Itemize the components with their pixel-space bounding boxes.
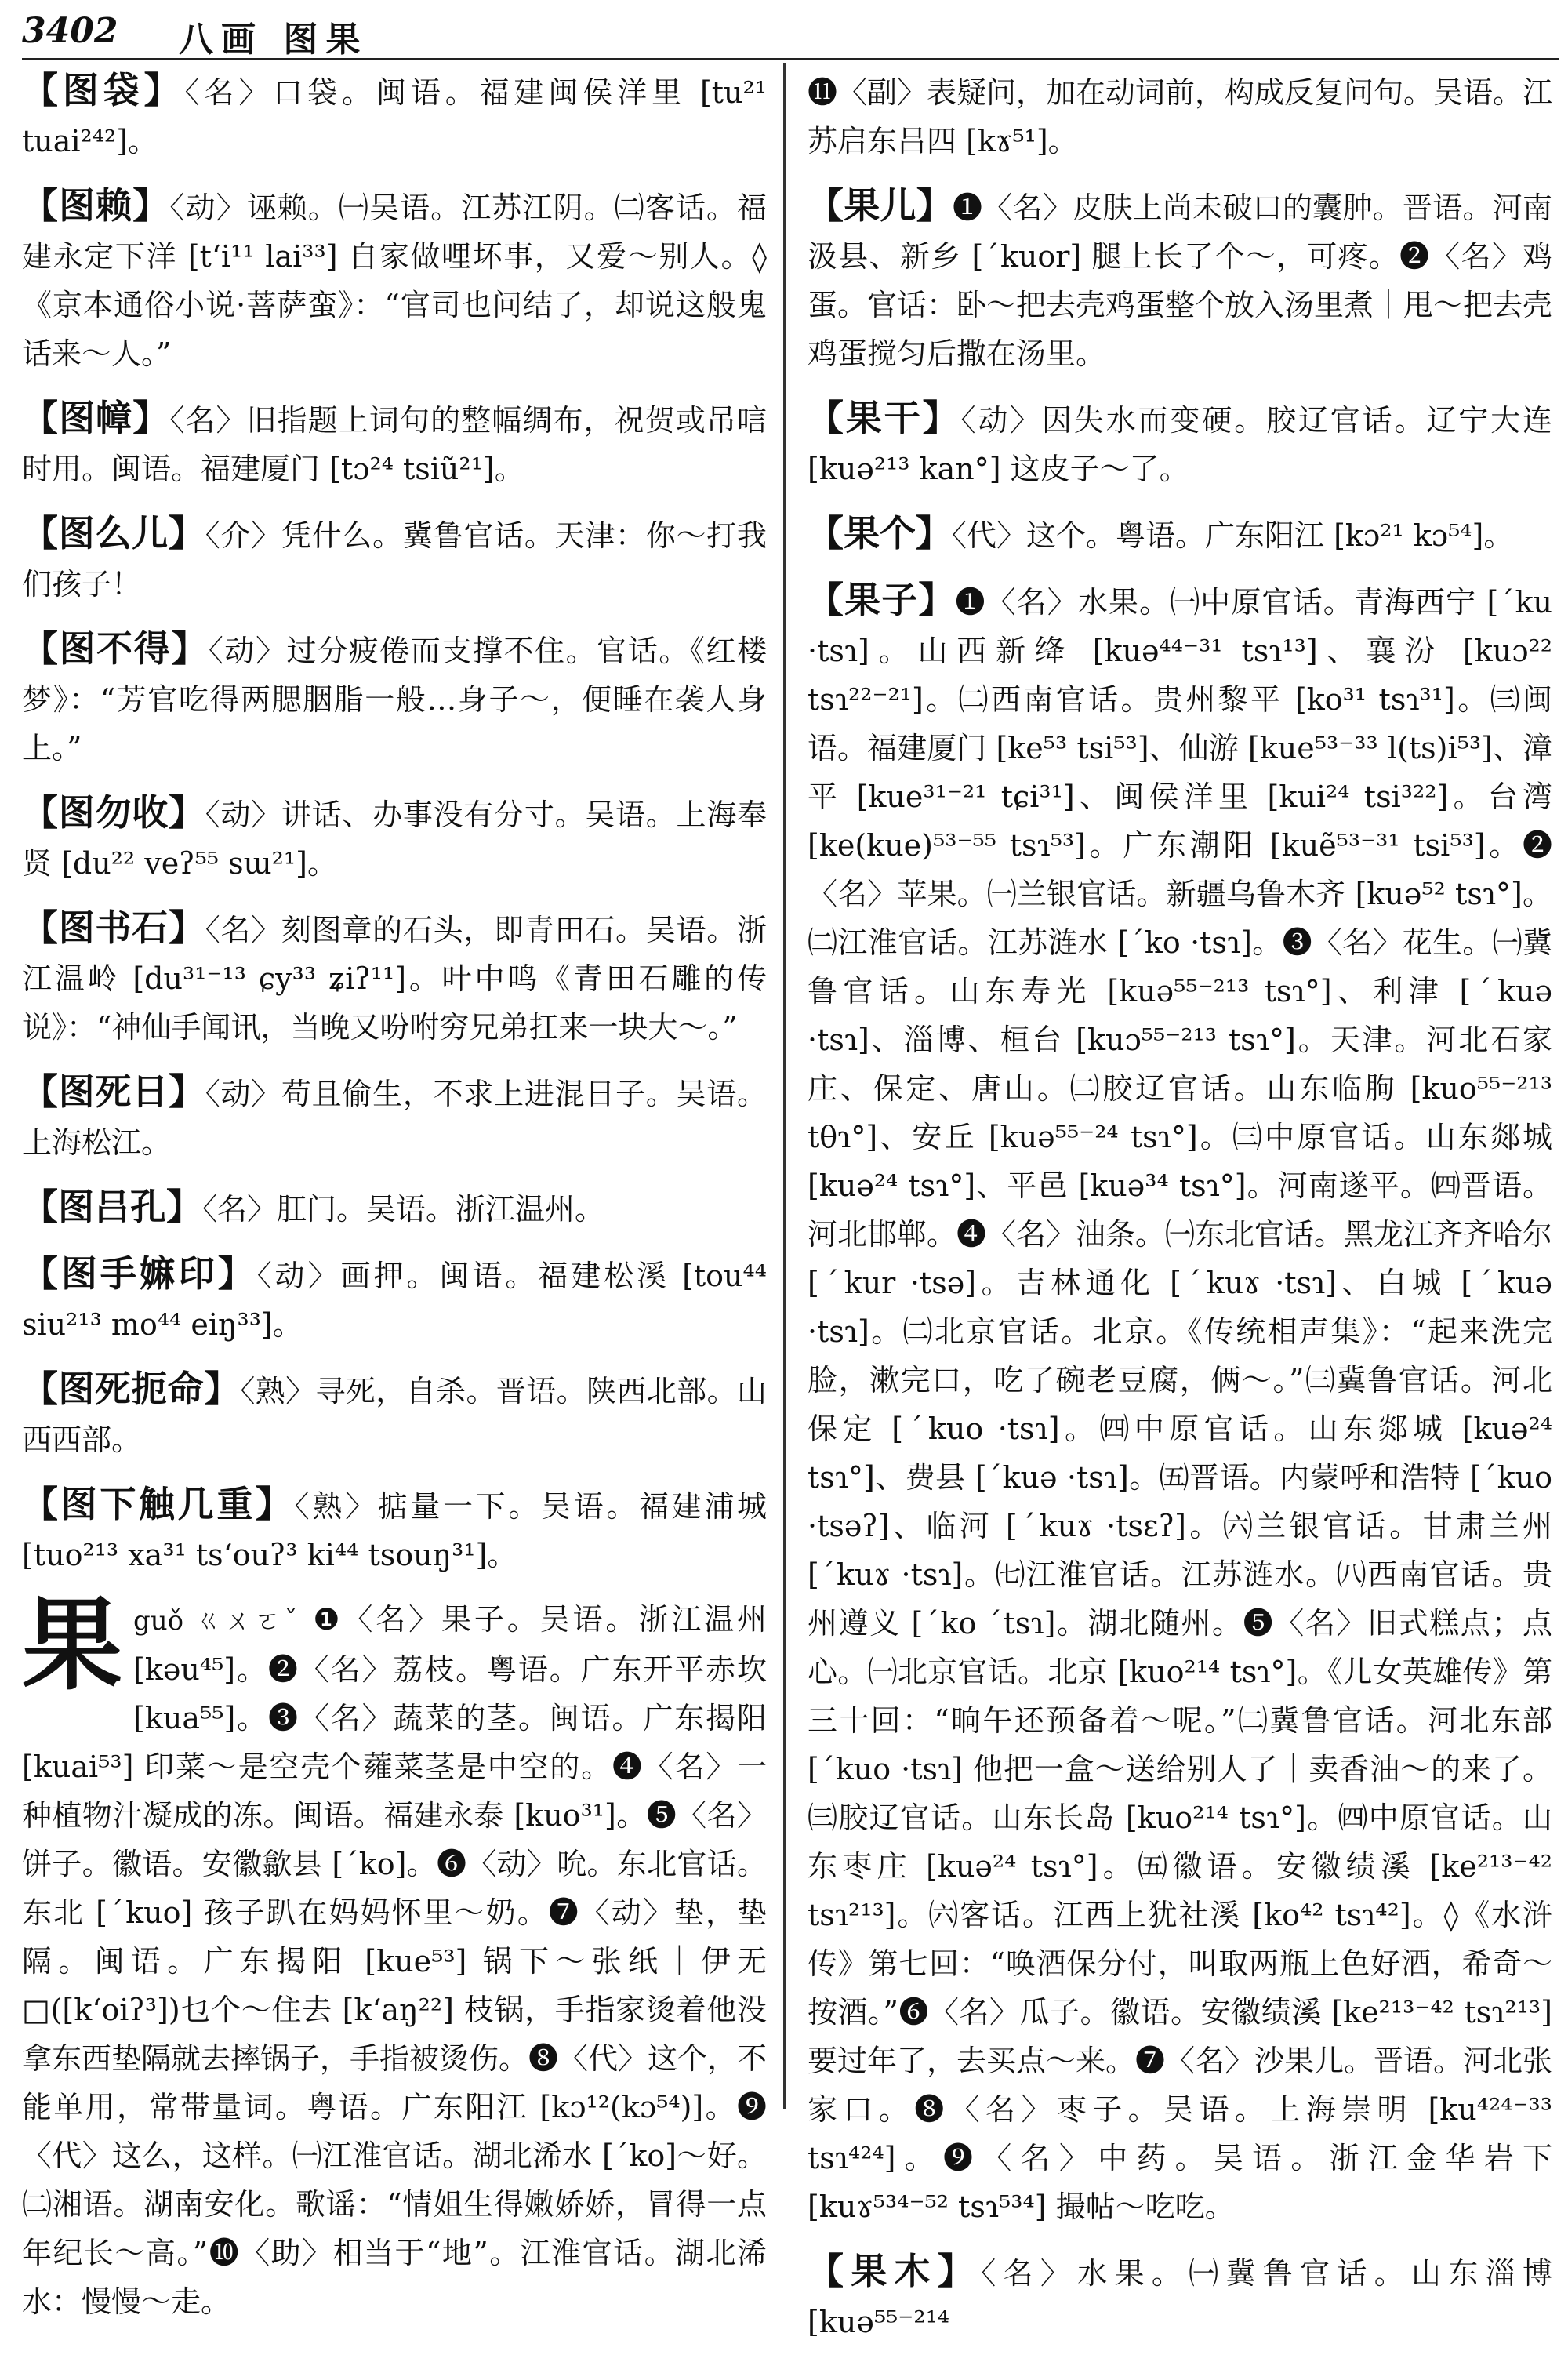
entry-text: 〈动〉过分疲倦而支撑不住。官话。《红楼梦》：“芳官吃得两腮胭脂一般…身子～，便睡在袭人身上。” bbox=[22, 634, 767, 765]
character-entry bbox=[22, 1586, 768, 2326]
entry bbox=[808, 509, 1552, 560]
entry-headword: 【图袋】 bbox=[22, 69, 185, 111]
running-head: 八画 图果 bbox=[179, 20, 368, 60]
entry-headword: 【图么儿】 bbox=[22, 512, 205, 554]
entry-text: 〈动〉因失水而变硬。胶辽官话。辽宁大连 [kuə²¹³ kan°] 这皮子～了。 bbox=[808, 403, 1552, 486]
left-column bbox=[22, 66, 767, 2342]
entry-headword: 【图书石】 bbox=[22, 907, 205, 949]
entry-headword: 【果子】 bbox=[808, 579, 956, 621]
entry bbox=[22, 1067, 767, 1167]
entry-continuation bbox=[808, 66, 1552, 165]
column-divider bbox=[783, 63, 786, 2109]
entry-text: 〈名〉口袋。闽语。福建闽侯洋里 [tu²¹ tuai²⁴²]。 bbox=[22, 75, 767, 158]
entry-text: 〈动〉画押。闽语。福建松溪 [tou⁴⁴ siu²¹³ mo⁴⁴ eiŋ³³]。 bbox=[22, 1259, 767, 1342]
page-header bbox=[22, 6, 1559, 60]
entry-text: ❶〈名〉果子。吴语。浙江温州 [kəu⁴⁵]。❷〈名〉荔枝。粤语。广东开平赤坎 [kua⁵⁵]。❸〈名〉蔬菜的茎。闽语。广东揭阳 [kuai⁵³] 印菜～是空壳个蕹菜茎是中空的。❹〈名〉一种植物汁凝成的冻。闽语。福建永泰 [kuo³¹]。❺〈名〉饼子。徽语。安徽歙县 [ˊko]。❻〈动〉吮。东北官话。东北 [ˊkuo] 孩子趴在妈妈怀里～奶。❼〈动〉垫，垫隔。闽语。广东揭阳 [kue⁵³] 锅下～张纸｜伊无□([kʻoiʔ³])乜个～住去 [kʻaŋ²²] 枝锅，手指家烫着他没拿东西垫隔就去摔锅子，手指被烫伤。❽〈代〉这个，不能单用，常带量词。粤语。广东阳江 [kɔ¹²(kɔ⁵⁴)]。❾〈代〉这么，这样。㈠江淮官话。湖北浠水 [ˊko]～好。㈡湘语。湖南安化。歌谣：“情姐生得嫩娇娇，冒得一点年纪长～高。”❿〈助〉相当于“地”。江淮官话。湖北浠水：慢慢～走。 bbox=[22, 1602, 768, 2319]
entry-text: 〈名〉刻图章的石头，即青田石。吴语。浙江温岭 [du³¹⁻¹³ ɕy³³ ʑiʔ¹¹]。叶中鸣《青田石雕的传说》：“神仙手闻讯，当晚又吩咐穷兄弟扛来一块大～。” bbox=[22, 913, 767, 1045]
entry bbox=[22, 181, 767, 378]
entry bbox=[22, 624, 767, 772]
entry-text: 〈介〉凭什么。冀鲁官话。天津：你～打我们孩子！ bbox=[22, 518, 767, 601]
entry bbox=[22, 66, 767, 165]
page-number: 3402 bbox=[22, 11, 118, 51]
entry-text: ❶〈名〉水果。㈠中原官话。青海西宁 [ˊku ·tsɿ]。山西新绛 [kuə⁴⁴⁻³¹ tsɿ¹³]、襄汾 [kuɔ²² tsɿ²²⁻²¹]。㈡西南官话。贵州黎平 [ko³¹ tsɿ³¹]。㈢闽语。福建厦门 [ke⁵³ tsi⁵³]、仙游 [kue⁵³⁻³³ l(ts)i⁵³]、漳平 [kue³¹⁻²¹ tɕi³¹]、闽侯洋里 [kui²⁴ tsi³²²]。台湾 [ke(kue)⁵³⁻⁵⁵ tsɿ⁵³]。广东潮阳 [kuẽ⁵³⁻³¹ tsi⁵³]。❷〈名〉苹果。㈠兰银官话。新疆乌鲁木齐 [kuə⁵² tsɿ°]。㈡江淮官话。江苏涟水 [ˊko ·tsɿ]。❸〈名〉花生。㈠冀鲁官话。山东寿光 [kuə⁵⁵⁻²¹³ tsɿ°]、利津 [ˊkuə ·tsɿ]、淄博、桓台 [kuɔ⁵⁵⁻²¹³ tsɿ°]。天津。河北石家庄、保定、唐山。㈡胶辽官话。山东临朐 [kuo⁵⁵⁻²¹³ tθɿ°]、安丘 [kuə⁵⁵⁻²⁴ tsɿ°]。㈢中原官话。山东郯城 [kuə²⁴ tsɿ°]、平邑 [kuə³⁴ tsɿ°]。河南遂平。㈣晋语。河北邯郸。❹〈名〉油条。㈠东北官话。黑龙江齐齐哈尔 [ˊkur ·tsə]。吉林通化 [ˊkuɤ ·tsɿ]、白城 [ˊkuə ·tsɿ]。㈡北京官话。北京。《传统相声集》：“起来洗完脸，漱完口，吃了碗老豆腐，俩～。”㈢冀鲁官话。河北保定 [ˊkuo ·tsɿ]。㈣中原官话。山东郯城 [kuə²⁴ tsɿ°]、费县 [ˊkuə ·tsɿ]。㈤晋语。内蒙呼和浩特 [ˊkuo ·tsəʔ]、临河 [ˊkuɤ ·tsɛʔ]。㈥兰银官话。甘肃兰州 [ˊkuɤ ·tsɿ]。㈦江淮官话。江苏涟水。㈧西南官话。贵州遵义 [ˊko ˊtsɿ]。湖北随州。❺〈名〉旧式糕点；点心。㈠北京官话。北京 [kuo²¹⁴ tsɿ°]。《儿女英雄传》第三十回：“晌午还预备着～呢。”㈡冀鲁官话。河北东部 [ˊkuo ·tsɿ] 他把一盒～送给别人了｜卖香油～的来了。㈢胶辽官话。山东长岛 [kuo²¹⁴ tsɿ°]。㈣中原官话。山东枣庄 [kuə²⁴ tsɿ°]。㈤徽语。安徽绩溪 [ke²¹³⁻⁴² tsɿ²¹³]。㈥客话。江西上犹社溪 [ko⁴² tsɿ⁴²]。◊《水浒传》第七回：“唤酒保分付，叫取两瓶上色好酒，希奇～按酒。”❻〈名〉瓜子。徽语。安徽绩溪 [ke²¹³⁻⁴² tsɿ²¹³] 要过年了，去买点～来。❼〈名〉沙果儿。晋语。河北张家口。❽〈名〉枣子。吴语。上海崇明 [ku⁴²⁴⁻³³ tsɿ⁴²⁴]。❾〈名〉中药。吴语。浙江金华岩下 [kuɤ⁵³⁴⁻⁵² tsɿ⁵³⁴] 撮帖～吃吃。 bbox=[808, 585, 1553, 2224]
entry bbox=[22, 1183, 767, 1234]
entry bbox=[22, 788, 767, 888]
entry-text: 〈动〉诬赖。㈠吴语。江苏江阴。㈡客话。福建永定下洋 [tʻi¹¹ lai³³] 自家做哩坏事，又爱～别人。◊《京本通俗小说·菩萨蛮》：“官司也问结了，却说这般鬼话来～人。” bbox=[22, 191, 768, 371]
entry-text: 〈动〉苟且偷生，不求上进混日子。吴语。上海松江。 bbox=[22, 1077, 767, 1160]
entry bbox=[808, 394, 1552, 493]
entry bbox=[808, 576, 1552, 2231]
entry-text: 〈名〉旧指题上词句的整幅绸布，祝贺或吊唁时用。闽语。福建厦门 [tɔ²⁴ tsiũ²¹]。 bbox=[22, 403, 768, 486]
entry-headword: 【图死日】 bbox=[22, 1070, 205, 1113]
character-headword: 果 bbox=[22, 1586, 123, 1704]
entry-text: 〈动〉讲话、办事没有分寸。吴语。上海奉贤 [du²² veʔ⁵⁵ sɯ²¹]。 bbox=[22, 798, 767, 881]
entry bbox=[22, 394, 767, 493]
entry-headword: 【图幛】 bbox=[22, 397, 170, 439]
entry-text: 〈熟〉寻死，自杀。晋语。陕西北部。山西西部。 bbox=[22, 1374, 767, 1457]
entry-headword: 【图赖】 bbox=[22, 184, 170, 227]
entry-headword: 【图下触几重】 bbox=[22, 1483, 295, 1525]
entry bbox=[22, 509, 767, 609]
entry-headword: 【果儿】 bbox=[808, 184, 953, 227]
entry-headword: 【图不得】 bbox=[22, 627, 209, 670]
entry bbox=[22, 903, 767, 1052]
entry-headword: 【果干】 bbox=[808, 397, 961, 439]
entry-headword: 【图死扼命】 bbox=[22, 1368, 241, 1410]
entry bbox=[808, 2247, 1552, 2346]
entry bbox=[22, 1365, 767, 1464]
entry-text: 〈代〉这个。粤语。广东阳江 [kɔ²¹ kɔ⁵⁴]。 bbox=[952, 518, 1514, 553]
entry-text: 〈名〉水果。㈠冀鲁官话。山东淄博 [kuə⁵⁵⁻²¹⁴ bbox=[808, 2256, 1552, 2339]
entry-headword: 【果木】 bbox=[808, 2250, 982, 2292]
entry-text: ❶〈名〉皮肤上尚未破口的囊肿。晋语。河南汲县、新乡 [ˊkuor] 腿上长了个～，可疼。❷〈名〉鸡蛋。官话：卧～把去壳鸡蛋整个放入汤里煮｜甩～把去壳鸡蛋搅匀后撒在汤里。 bbox=[808, 191, 1553, 371]
entry-text: 〈名〉肛门。吴语。浙江温州。 bbox=[202, 1192, 605, 1226]
entry bbox=[808, 181, 1552, 378]
entry bbox=[22, 1249, 767, 1349]
entry-headword: 【图吕孔】 bbox=[22, 1186, 202, 1228]
entry-text: ⓫〈副〉表疑问，加在动词前，构成反复问句。吴语。江苏启东吕四 [kɤ⁵¹]。 bbox=[808, 75, 1553, 158]
entry-text: 〈熟〉掂量一下。吴语。福建浦城 [tuo²¹³ xa³¹ tsʻouʔ³ ki⁴⁴ tsouŋ³¹]。 bbox=[22, 1489, 767, 1572]
pinyin-reading: guǒ ㄍㄨㄛˇ bbox=[133, 1605, 301, 1637]
entry-headword: 【图手嫲印】 bbox=[22, 1252, 257, 1295]
right-column bbox=[808, 66, 1552, 2362]
entry-headword: 【果个】 bbox=[808, 512, 952, 554]
entry-headword: 【图勿收】 bbox=[22, 791, 205, 834]
entry bbox=[22, 1480, 767, 1579]
